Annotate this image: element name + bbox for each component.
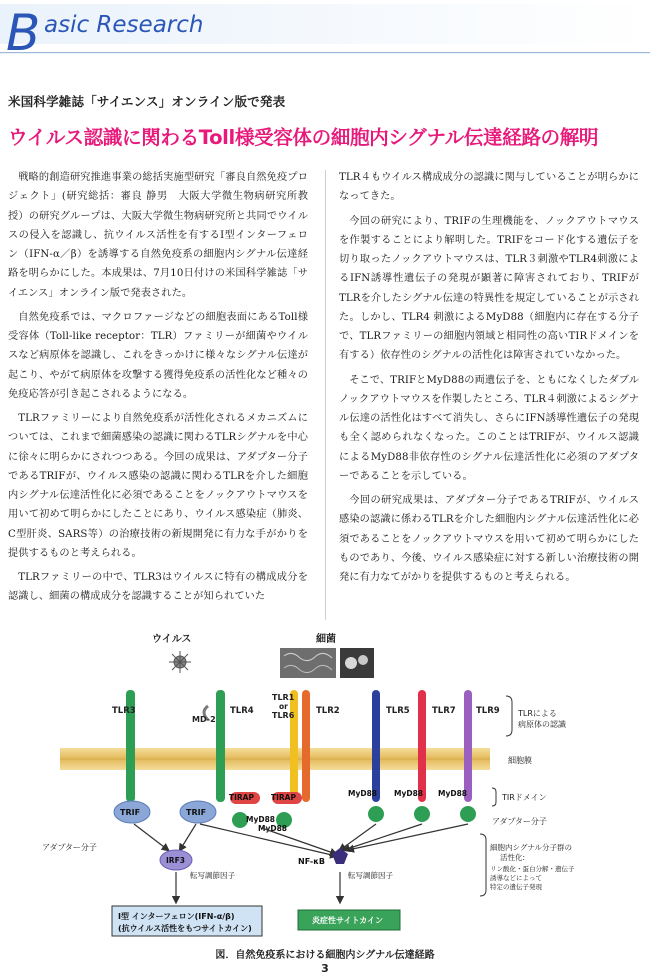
bacteria-label: 細菌 [316,634,336,645]
page-number: 3 [321,962,329,975]
recognition-label-2: 病原体の認識 [518,720,566,729]
tf-label-b: 転写調節因子 [348,871,393,880]
activation-line3: リン酸化・蛋白分解・遺伝子 [490,865,575,873]
subheadline: 米国科学雑誌「サイエンス」オンライン版で発表 [8,94,286,109]
paragraph: 今回の研究成果は、アダプター分子であるTRIFが、ウイルス感染の認識に係わるTLRを介した細胞内シグナル伝達活性化に必須であることをノックアウトマウスを用いて初めて明らかにしたものであり、今後、ウイルス感染症に対する新しい治療技術の開発に有力なてがかりを提供するものと考えられる。 [339,495,639,583]
tlr3-label: TLR3 [112,706,136,716]
ifn-box-line1: Ⅰ型 インターフェロン(IFN-α/β) [118,912,235,921]
activation-bracket [480,834,486,896]
myd88-e-label: MyD88 [438,789,468,798]
adapter-label-left: アダプター分子 [42,843,97,852]
receptor-tlr2 [302,690,340,802]
md2-label: MD-2 [192,715,216,724]
myd88-c-label: MyD88 [348,789,378,798]
receptor-tlr4 [192,690,254,802]
tirap-a-label: TIRAP [229,793,254,802]
membrane-label: 細胞膜 [508,756,532,765]
tirap-b-label: TIRAP [271,793,296,802]
tlr1-or-label: or [279,702,288,711]
nfkb-label: NF-κB [298,857,326,866]
receptor-tlr7 [418,690,456,802]
paragraph: 今回の研究により、TRIFの生理機能を、ノックアウトマウスを作製することにより解明した。TRIFをコード化する遺伝子を切り取ったノックアウトマウスは、TLR３刺激やTLR4刺激によるIFN誘導性遺伝子の発現が顕著に障害されており、TRIFがTLRを介したシグナル伝達の特異性を規定していることが示された。しかし、TLR4 刺激によるMyD88（細胞内に存在する分子で、TLRファミリーの細胞内領域と相同性の高いTIRドメインを有する）依存性のシグナルの活性化は障害されていなかった。 [339,215,639,362]
figure-caption: 図．自然免疫系における細胞内シグナル伝達経路 [215,950,435,961]
tir-label: TIRドメイン [502,793,547,802]
cytokine-box-label: 炎症性サイトカイン [312,916,383,925]
virus-icon [169,651,191,673]
activation-line4: 誘導などによって [490,874,542,882]
paragraph: 自然免疫系では、マクロファージなどの細胞表面にあるToll様受容体（Toll-like receptor：TLR）ファミリーが細菌やウイルスなど病原体を認識し、これをきっかけに様々なシグナル伝達が起こり、やがて病原体を攻撃する獲得免疫系の活性化など種々の免疫応答が引き起こされるようになる。 [8,311,308,400]
ifn-box-line2: (抗ウイルス活性をもつサイトカイン) [118,924,252,933]
receptor-tlr9 [464,690,500,802]
irf3-label: IRF3 [166,856,185,865]
banner-title: asic Research [44,12,204,38]
column-divider [325,170,326,620]
activation-line5: 特定の遺伝子発現 [490,883,542,891]
trif-b-label: TRIF [186,808,207,817]
recognition-bracket [506,696,512,736]
header-banner [0,0,650,62]
tf-label-a: 転写調節因子 [190,871,235,880]
activation-line2: 活性化: [500,853,526,862]
banner-rule [0,52,650,53]
cytokine-output-box [298,910,400,930]
adapter-trif-a [114,801,150,823]
tlr7-label: TLR7 [432,706,456,716]
receptor-tlr3 [112,690,136,802]
ifn-output-box [112,906,262,936]
banner-initial: B [6,4,41,62]
adapter-tirap-a [229,792,260,804]
irf3-node [160,850,192,870]
signaling-pathway-diagram [40,628,620,944]
adapter-label-right: アダプター分子 [492,817,547,826]
myd88-d-label: MyD88 [394,789,424,798]
trif-a-label: TRIF [120,808,141,817]
paragraph: TLRファミリーの中で、TLR3はウイルスに特有の構成成分を認識し、細菌の構成成分を認識することが知られていた [8,572,308,603]
activation-line1: 細胞内シグナル分子群の [490,843,572,852]
headline: ウイルス認識に関わるToll様受容体の細胞内シグナル伝達経路の解明 [8,126,599,149]
virus-label: ウイルス [152,634,192,645]
myd88-a-label: MyD88 [246,815,276,824]
recognition-label-1: TLRによる [518,709,557,718]
body-column-left [8,168,308,612]
bacteria-icon [280,648,374,678]
paragraph: そこで、TRIFとMyD88の両遺伝子を、ともになくしたダブルノックアウトマウスを作製したところ、TLR４刺激によるシグナル伝達の活性化はすべて消失し、さらにIFN誘導性遺伝子の発現も全く認められなくなった。このことはTRIFが、ウイルス認識によるMyD88非依存性のシグナル伝達活性化に必須のアダプターであることを示している。 [339,374,639,482]
tlr1-label: TLR1 [272,693,295,702]
paragraph: TLR４もウイルス構成成分の認識に関与していることが明らかになってきた。 [339,172,639,203]
adapter-trif-b [180,801,216,823]
tlr9-label: TLR9 [476,706,500,716]
myd88-b-label: MyD88 [258,824,288,833]
receptor-tlr5 [372,690,410,802]
paragraph: 戦略的創造研究推進事業の総括実施型研究「審良自然免疫プロジェクト」(研究総括：審良 静男 大阪大学微生物病研究所教授）の研究グループは、大阪大学微生物病研究所と共同でウイルスの侵入を認識し、抗ウイルス活性を有するⅠ型インターフェロン（IFN-α／β）を誘導する自然免疫系の細胞内シグナル伝達経路を明らかにした。本成果は、7月10日付けの米国科学雑誌「サイエンス」オンライン版で発表された。 [8,172,308,299]
paragraph: TLRファミリーにより自然免疫系が活性化されるメカニズムについては、これまで細菌感染の認識に関わるTLRシグナルを中心に徐々に明らかにされつつある。今回の成果は、アダプター分子であるTRIFが、ウイルス感染の認識に関わるTLRを介した細胞内シグナル伝達活性化に必須であることをノックアウトマウスを用いて初めて明らかにしたことにあり、ウイルス感染症（肺炎、C型肝炎、SARS等）の治療技術の新規開発に有力な手がかりを提供するものと考えられる。 [8,413,308,559]
tlr6-label: TLR6 [272,711,295,720]
tlr2-label: TLR2 [316,706,340,716]
tir-bracket [492,788,496,806]
receptor-tlr1-tlr6 [272,690,298,802]
body-column-right [339,168,639,592]
tlr5-label: TLR5 [386,706,410,716]
adapter-tirap-b [271,792,302,804]
nfkb-node [298,848,348,866]
tlr4-label: TLR4 [230,706,254,716]
